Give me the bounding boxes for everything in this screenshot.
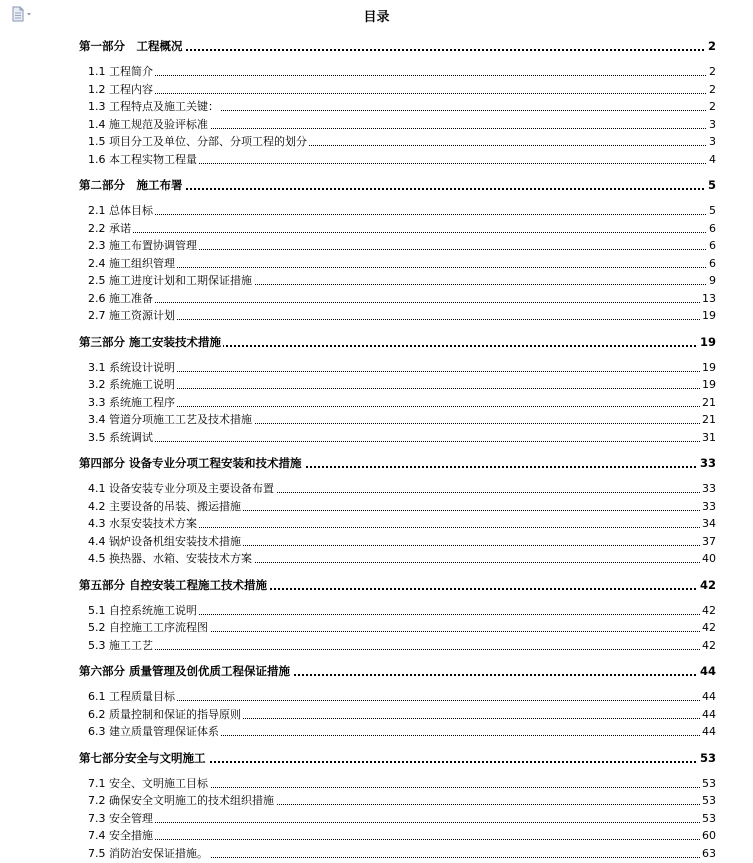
toc-section-entry[interactable] bbox=[0, 637, 753, 655]
toc-section-entry[interactable] bbox=[0, 411, 753, 429]
toc-page-number: 42 bbox=[700, 637, 716, 655]
toc-page-number: 53 bbox=[700, 792, 716, 810]
toc-page-number: 5 bbox=[707, 202, 716, 220]
toc-chapter-entry[interactable] bbox=[0, 576, 753, 594]
toc-entry-label: 2.7 施工资源计划 bbox=[88, 307, 177, 325]
toc-page-number: 53 bbox=[700, 810, 716, 828]
toc-entry-label: 7.1 安全、文明施工目标 bbox=[88, 775, 210, 793]
dot-leader bbox=[88, 371, 716, 372]
dot-leader bbox=[88, 839, 716, 840]
toc-chapter-entry[interactable] bbox=[0, 333, 753, 351]
toc-entry-label: 2.1 总体目标 bbox=[88, 202, 155, 220]
toc-page-number: 31 bbox=[700, 429, 716, 447]
toc-page-number: 63 bbox=[700, 845, 716, 863]
toc-entry-label: 6.3 建立质量管理保证体系 bbox=[88, 723, 221, 741]
toc-section-entry[interactable] bbox=[0, 515, 753, 533]
toc-section-entry[interactable] bbox=[0, 550, 753, 568]
toc-section-entry[interactable] bbox=[0, 394, 753, 412]
toc-section-entry[interactable] bbox=[0, 602, 753, 620]
toc-section-entry[interactable] bbox=[0, 810, 753, 828]
toc-entry-label: 3.4 管道分项施工工艺及技术措施 bbox=[88, 411, 254, 429]
toc-entry-label: 7.5 消防治安保证措施。 bbox=[88, 845, 210, 863]
toc-page-number: 19 bbox=[700, 376, 716, 394]
dot-leader bbox=[88, 822, 716, 823]
dot-leader bbox=[88, 302, 716, 303]
toc-entry-label: 3.5 系统调试 bbox=[88, 429, 155, 447]
toc-section-entry[interactable] bbox=[0, 498, 753, 516]
toc-entry-label: 4.4 锅炉设备机组安装技术措施 bbox=[88, 533, 243, 551]
toc-chapter-entry[interactable] bbox=[0, 176, 753, 194]
toc-entry-label: 4.5 换热器、水箱、安装技术方案 bbox=[88, 550, 254, 568]
toc-entry-label: 5.3 施工工艺 bbox=[88, 637, 155, 655]
toc-entry-label: 7.2 确保安全文明施工的技术组织措施 bbox=[88, 792, 276, 810]
toc-page-number: 2 bbox=[707, 98, 716, 116]
toc-page-number: 19 bbox=[700, 307, 716, 325]
toc-section-entry[interactable] bbox=[0, 81, 753, 99]
toc-page-number: 33 bbox=[700, 480, 716, 498]
toc-section-entry[interactable] bbox=[0, 792, 753, 810]
toc-entry-label: 2.6 施工准备 bbox=[88, 290, 155, 308]
toc-entry-label: 2.5 施工进度计划和工期保证措施 bbox=[88, 272, 254, 290]
toc-section-entry[interactable] bbox=[0, 845, 753, 863]
dot-leader bbox=[88, 75, 716, 76]
toc-page-number: 6 bbox=[707, 220, 716, 238]
toc-page-number: 37 bbox=[700, 533, 716, 551]
toc-section-entry[interactable] bbox=[0, 480, 753, 498]
toc-page-number: 3 bbox=[707, 133, 716, 151]
toc-entry-label: 7.3 安全管理 bbox=[88, 810, 155, 828]
toc-chapter-entry[interactable] bbox=[0, 662, 753, 680]
toc-page-number: 33 bbox=[699, 456, 716, 470]
toc-section-entry[interactable] bbox=[0, 98, 753, 116]
toc-page-number: 4 bbox=[707, 151, 716, 169]
toc-entry-label: 3.1 系统设计说明 bbox=[88, 359, 177, 377]
toc-entry-label: 4.1 设备安装专业分项及主要设备布置 bbox=[88, 480, 276, 498]
dot-leader bbox=[88, 406, 716, 407]
toc-section-entry[interactable] bbox=[0, 775, 753, 793]
toc-page-number: 44 bbox=[700, 723, 716, 741]
toc-section-entry[interactable] bbox=[0, 619, 753, 637]
toc-section-entry[interactable] bbox=[0, 827, 753, 845]
toc-section-entry[interactable] bbox=[0, 359, 753, 377]
toc-section-entry[interactable] bbox=[0, 133, 753, 151]
dot-leader bbox=[88, 441, 716, 442]
toc-section-entry[interactable] bbox=[0, 116, 753, 134]
toc-section-entry[interactable] bbox=[0, 272, 753, 290]
toc-section-entry[interactable] bbox=[0, 706, 753, 724]
toc-page-number: 53 bbox=[699, 750, 716, 765]
toc-page-number: 60 bbox=[700, 827, 716, 845]
toc-title: 目录 bbox=[363, 10, 390, 25]
toc-entry-label: 1.2 工程内容 bbox=[88, 81, 155, 99]
toc-entry-label: 第六部分 质量管理及创优质工程保证措施 bbox=[79, 664, 291, 678]
toc-entry-label: 第三部分 施工安装技术措施 bbox=[79, 334, 222, 349]
dot-leader bbox=[88, 267, 716, 268]
toc-section-entry[interactable] bbox=[0, 429, 753, 447]
toc-entry-label: 6.1 工程质量目标 bbox=[88, 688, 177, 706]
toc-entry-label: 5.2 自控施工工序流程图 bbox=[88, 619, 210, 637]
toc-page-number: 21 bbox=[700, 394, 716, 412]
toc-page-number: 42 bbox=[700, 619, 716, 637]
toc-entry-label: 1.1 工程简介 bbox=[88, 63, 155, 81]
toc-section-entry[interactable] bbox=[0, 255, 753, 273]
toc-entry-label: 1.5 项目分工及单位、分部、分项工程的划分 bbox=[88, 133, 309, 151]
toc-section-entry[interactable] bbox=[0, 688, 753, 706]
toc-page-number: 21 bbox=[700, 411, 716, 429]
toc-page-number: 19 bbox=[700, 359, 716, 377]
toc-section-entry[interactable] bbox=[0, 220, 753, 238]
toc-section-entry[interactable] bbox=[0, 533, 753, 551]
toc-section-entry[interactable] bbox=[0, 151, 753, 169]
dot-leader bbox=[88, 649, 716, 650]
toc-page-number: 6 bbox=[707, 255, 716, 273]
toc-entry-label: 第一部分 工程概况 bbox=[79, 39, 183, 53]
toc-section-entry[interactable] bbox=[0, 202, 753, 220]
toc-page-number: 44 bbox=[700, 688, 716, 706]
toc-page-number: 2 bbox=[707, 81, 716, 99]
toc-entry-label: 第七部分安全与文明施工 bbox=[79, 750, 206, 765]
toc-section-entry[interactable] bbox=[0, 723, 753, 741]
toc-chapter-entry[interactable] bbox=[0, 454, 753, 472]
toc-entry-label: 4.2 主要设备的吊装、搬运措施 bbox=[88, 498, 243, 516]
toc-entry-label: 2.4 施工组织管理 bbox=[88, 255, 177, 273]
toc-page-number: 40 bbox=[700, 550, 716, 568]
toc-page-number: 44 bbox=[699, 664, 716, 678]
dot-leader bbox=[88, 700, 716, 701]
dot-leader bbox=[88, 388, 716, 389]
toc-page-number: 19 bbox=[699, 334, 716, 349]
toc-section-entry[interactable] bbox=[0, 290, 753, 308]
toc-page-number: 53 bbox=[700, 775, 716, 793]
toc-entry-label: 1.4 施工规范及验评标准 bbox=[88, 116, 210, 134]
toc-page-number: 2 bbox=[707, 63, 716, 81]
toc-page-number: 5 bbox=[707, 178, 716, 192]
toc-chapter-entry[interactable] bbox=[0, 749, 753, 767]
toc-entry-label: 3.2 系统施工说明 bbox=[88, 376, 177, 394]
toc-entry-label: 第四部分 设备专业分项工程安装和技术措施 bbox=[79, 456, 302, 470]
toc-entry-label: 1.3 工程特点及施工关键： bbox=[88, 98, 221, 116]
toc-chapter-entry[interactable] bbox=[0, 37, 753, 55]
toc-page-number: 44 bbox=[700, 706, 716, 724]
toc-page-number: 6 bbox=[707, 237, 716, 255]
toc-page-number: 42 bbox=[699, 577, 716, 592]
toc-page-number: 2 bbox=[707, 39, 716, 53]
toc-section-entry[interactable] bbox=[0, 237, 753, 255]
toc-entry-label: 4.3 水泵安装技术方案 bbox=[88, 515, 199, 533]
dot-leader bbox=[88, 93, 716, 94]
dot-leader bbox=[88, 214, 716, 215]
toc-section-entry[interactable] bbox=[0, 307, 753, 325]
toc-page-number: 9 bbox=[707, 272, 716, 290]
toc-entry-label: 2.2 承诺 bbox=[88, 220, 133, 238]
toc-entry-label: 7.4 安全措施 bbox=[88, 827, 155, 845]
toc-entry-label: 6.2 质量控制和保证的指导原则 bbox=[88, 706, 243, 724]
toc-entry-label: 3.3 系统施工程序 bbox=[88, 394, 177, 412]
toc-entry-label: 1.6 本工程实物工程量 bbox=[88, 151, 199, 169]
toc-page-number: 42 bbox=[700, 602, 716, 620]
toc-entry-label: 第二部分 施工布署 bbox=[79, 178, 183, 192]
toc-entry-label: 2.3 施工布置协调管理 bbox=[88, 237, 199, 255]
toc-section-entry[interactable] bbox=[0, 376, 753, 394]
toc-page-number: 13 bbox=[700, 290, 716, 308]
dot-leader bbox=[88, 319, 716, 320]
toc-entry-label: 第五部分 自控安装工程施工技术措施 bbox=[79, 577, 268, 592]
toc-section-entry[interactable] bbox=[0, 63, 753, 81]
toc-page-number: 33 bbox=[700, 498, 716, 516]
toc-page-number: 3 bbox=[707, 116, 716, 134]
toc-page-number: 34 bbox=[700, 515, 716, 533]
toc-entry-label: 5.1 自控系统施工说明 bbox=[88, 602, 199, 620]
dot-leader bbox=[88, 232, 716, 233]
